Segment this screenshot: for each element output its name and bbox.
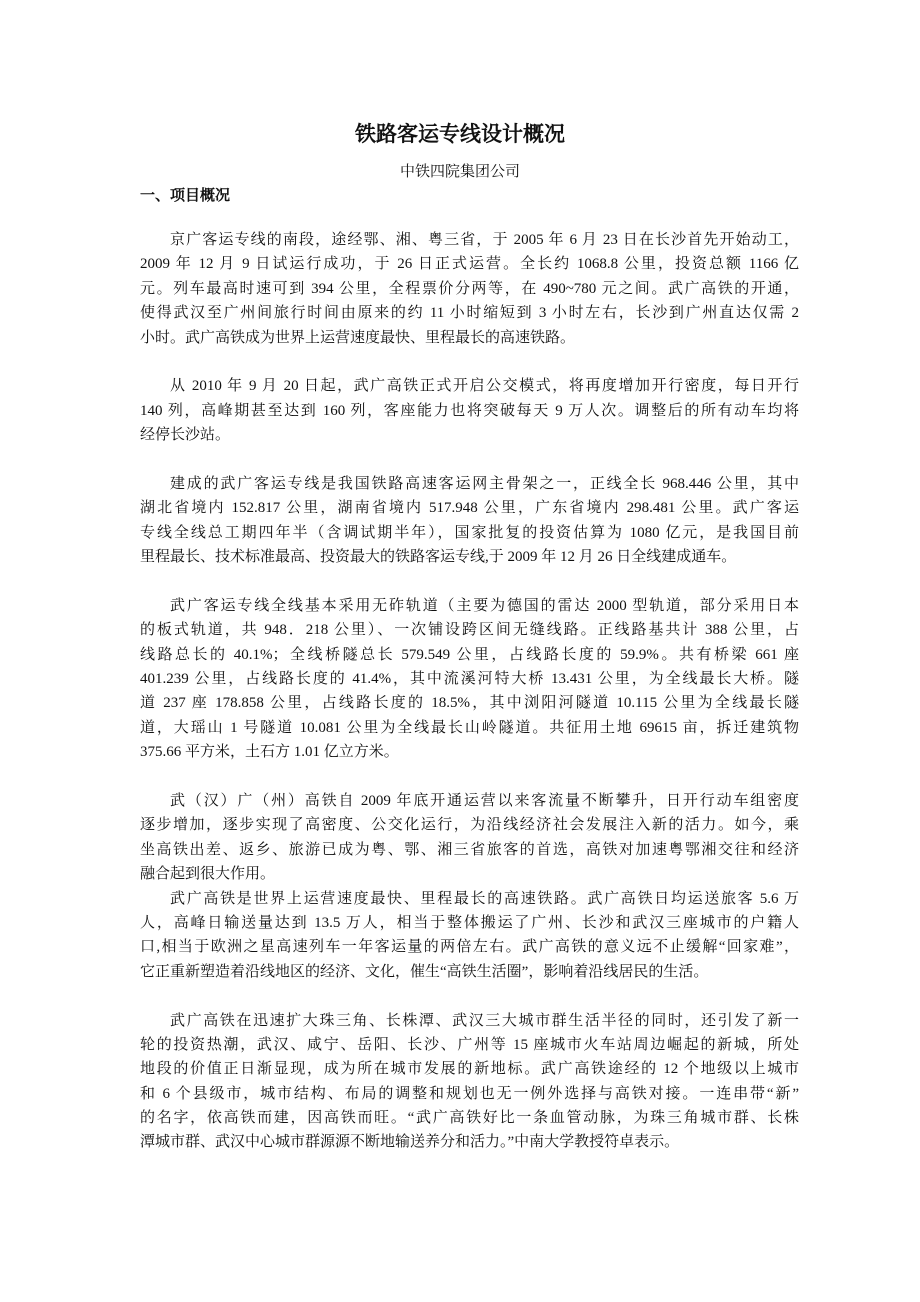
paragraph-line: 401.239 公里，占线路长度的 41.4%，其中流溪河特大桥 13.431 公里，为全线最长大桥。隧 — [140, 671, 799, 688]
paragraph-line: 2009 年 12 月 9 日试运行成功，于 26 日正式运营。全长约 1068.8 公里，投资总额 1166 亿 — [140, 256, 799, 273]
paragraph-line: 口,相当于欧洲之星高速列车一年客运量的两倍左右。武广高铁的意义远不止缓解“回家难”， — [140, 939, 799, 956]
paragraph-line: 武广客运专线全线基本采用无砟轨道（主要为德国的雷达 2000 型轨道，部分采用日本 — [170, 597, 799, 614]
paragraph — [140, 228, 799, 350]
paragraph-line: 京广客运专线的南段，途经鄂、湘、粤三省，于 2005 年 6 月 23 日在长沙首先开始动工， — [170, 232, 799, 248]
paragraph-line: 武广高铁是世界上运营速度最快、里程最长的高速铁路。武广高铁日均运送旅客 5.6 万 — [170, 890, 799, 907]
paragraph-line: 湖北省境内 152.817 公里，湖南省境内 517.948 公里，广东省境内 298.481 公里。武广客运 — [140, 500, 799, 517]
paragraph-line: 的板式轨道，共 948．218 公里）、一次铺设跨区间无缝线路。正线路基共计 388 公里，占 — [140, 622, 799, 639]
paragraph-line: 里程最长、技术标准最高、投资最大的铁路客运专线,于 2009 年 12 月 26 日全线建成通车。 — [140, 549, 737, 566]
paragraph-line: 375.66 平方米，土石方 1.01 亿立方米。 — [140, 744, 399, 761]
paragraph-line: 武（汉）广（州）高铁自 2009 年底开通运营以来客流量不断攀升，日开行动车组密度 — [170, 792, 799, 809]
paragraph-line: 线路总长的 40.1%；全线桥隧总长 579.549 公里，占线路长度的 59.9%。共有桥梁 661 座 — [140, 646, 799, 663]
paragraph-line: 武广高铁在迅速扩大珠三角、长株潭、武汉三大城市群生活半径的同时，还引发了新一 — [170, 1012, 799, 1029]
paragraph-line: 道 237 座 178.858 公里，占线路长度的 18.5%，其中浏阳河隧道 10.115 公里为全线最长隧 — [140, 695, 799, 712]
paragraph-line: 地段的价值正日渐显现，成为所在城市发展的新地标。武广高铁途经的 12 个地级以上城市 — [140, 1061, 799, 1078]
paragraph — [140, 472, 799, 570]
paragraph-line: 和 6 个县级市，城市结构、布局的调整和规划也无一例外选择与高铁对接。一连串带“新” — [140, 1085, 799, 1102]
section-heading: 一、项目概况 — [140, 188, 231, 204]
paragraph-line: 小时。武广高铁成为世界上运营速度最快、里程最长的高速铁路。 — [140, 329, 576, 346]
paragraph-line: 道，大瑶山 1 号隧道 10.081 公里为全线最长山岭隧道。共征用土地 69615 亩，拆迁建筑物 — [140, 719, 799, 736]
paragraph-line: 逐步增加，逐步实现了高密度、公交化运行，为沿线经济社会发展注入新的活力。如今，乘 — [140, 817, 799, 834]
paragraph — [140, 789, 799, 887]
paragraph-line: 人，高峰日输送量达到 13.5 万人，相当于整体搬运了广州、长沙和武汉三座城市的户籍人 — [140, 914, 799, 931]
paragraph-line: 轮的投资热潮，武汉、咸宁、岳阳、长沙、广州等 15 座城市火车站周边崛起的新城，所处 — [140, 1036, 799, 1053]
document-body — [140, 228, 799, 1155]
document-title: 铁路客运专线设计概况 — [355, 122, 565, 146]
paragraph-line: 专线全线总工期四年半（含调试期半年），国家批复的投资估算为 1080 亿元，是我国目前 — [140, 524, 799, 541]
paragraph — [140, 887, 799, 985]
paragraph-line: 使得武汉至广州间旅行时间由原来的约 11 小时缩短到 3 小时左右，长沙到广州直达仅需 2 — [140, 305, 799, 322]
paragraph — [140, 1009, 799, 1155]
paragraph-line: 潭城市群、武汉中心城市群源源不断地输送养分和活力。”中南大学教授符卓表示。 — [140, 1134, 680, 1151]
document-subtitle: 中铁四院集团公司 — [399, 164, 520, 180]
paragraph-line: 的名字，依高铁而建，因高铁而旺。“武广高铁好比一条血管动脉，为珠三角城市群、长株 — [140, 1110, 799, 1127]
paragraph-line: 经停长沙站。 — [140, 427, 231, 444]
paragraph-line: 140 列，高峰期甚至达到 160 列，客座能力也将突破每天 9 万人次。调整后的所有动车均将 — [140, 402, 799, 419]
paragraph-line: 元。列车最高时速可到 394 公里，全程票价分两等，在 490~780 元之间。武广高铁的开通， — [140, 280, 799, 297]
paragraph-line: 建成的武广客运专线是我国铁路高速客运网主骨架之一，正线全长 968.446 公里，其中 — [170, 475, 799, 492]
paragraph-line: 坐高铁出差、返乡、旅游已成为粤、鄂、湘三省旅客的首选，高铁对加速粤鄂湘交往和经济 — [140, 841, 799, 858]
paragraph-line: 从 2010 年 9 月 20 日起，武广高铁正式开启公交模式，将再度增加开行密度，每日开行 — [170, 378, 799, 395]
paragraph-line: 融合起到很大作用。 — [140, 866, 276, 883]
paragraph-line: 它正重新塑造着沿线地区的经济、文化，催生“高铁生活圈”，影响着沿线居民的生活。 — [140, 963, 709, 980]
paragraph — [140, 374, 799, 447]
paragraph — [140, 594, 799, 765]
